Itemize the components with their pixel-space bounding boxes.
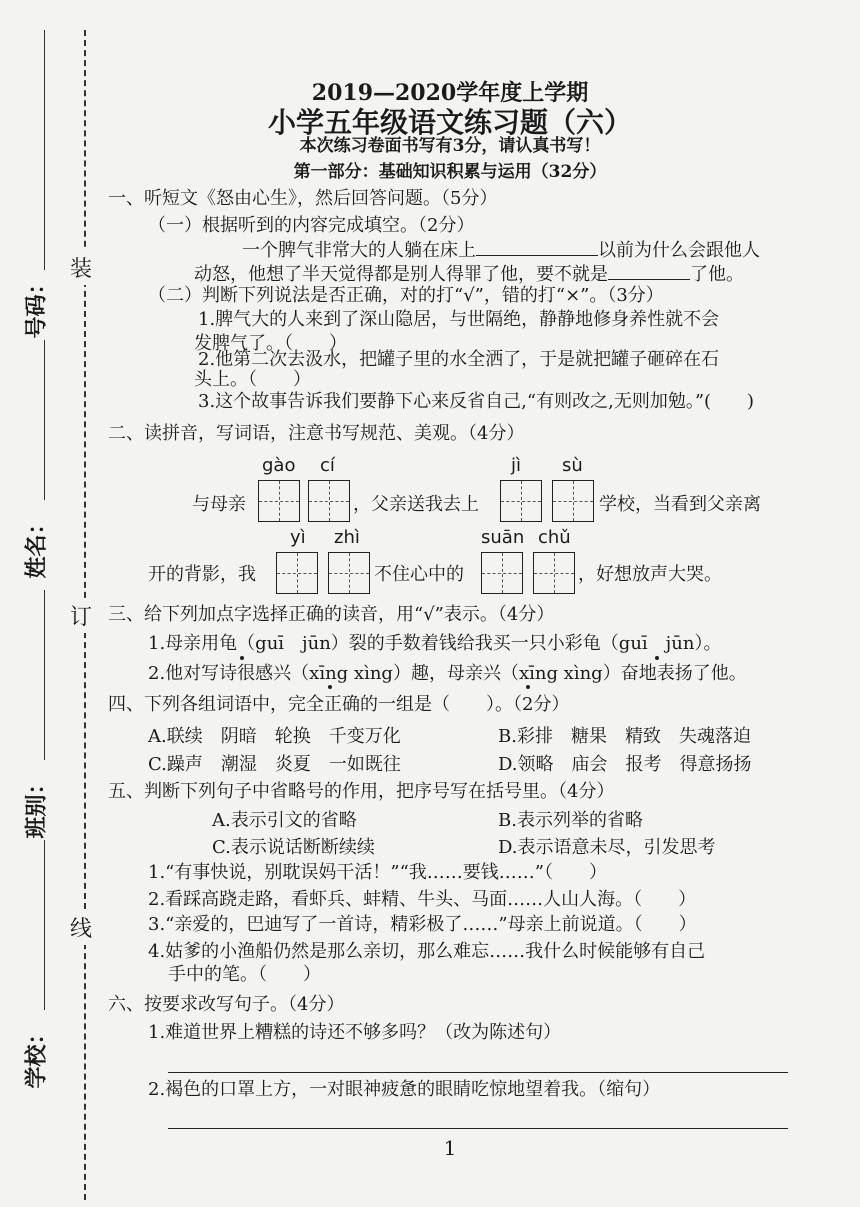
pinyin-ji: jì xyxy=(511,455,522,476)
pinyin-chu: chǔ xyxy=(538,527,571,548)
emphasis-dot xyxy=(328,685,332,689)
q2-line1-a: 与母亲 xyxy=(192,494,246,515)
q1-blank1[interactable] xyxy=(476,237,598,256)
q6-answer-line2[interactable] xyxy=(168,1128,788,1129)
q1-sub2: （二）判断下列说法是否正确，对的打“√”，错的打“×”。（3分） xyxy=(148,285,664,306)
char-box-su[interactable] xyxy=(552,480,594,522)
q1-sub1: （一）根据听到的内容完成填空。（2分） xyxy=(148,215,475,236)
bind-char-xian: 线 xyxy=(70,910,92,945)
q1-fill-line2-text-a: 动怒，他想了半天觉得都是别人得罪了他，要不就是 xyxy=(194,264,608,285)
q4-option-d: D.领略 庙会 报考 得意扬扬 xyxy=(498,754,752,775)
q1-item2-cont: 头上。（ ） xyxy=(194,369,311,390)
q6-item2: 2.褐色的口罩上方，一对眼神疲惫的眼睛吃惊地望着我。（缩句） xyxy=(148,1079,661,1100)
q5-item2: 2.看踩高跷走路，看虾兵、蚌精、牛头、马面……人山人海。（ ） xyxy=(148,889,697,910)
q2-line2-c: ，好想放声大哭。 xyxy=(578,564,722,585)
q4-option-b: B.彩排 糖果 精致 失魂落迫 xyxy=(498,726,751,747)
q1-fill-line1 xyxy=(242,237,760,263)
q5-item1: 1.“有事快说，别耽误妈干活！”“我……要钱……”（ ） xyxy=(148,862,607,883)
q5-heading: 五、判断下列句子中省略号的作用，把序号写在括号里。（4分） xyxy=(108,781,615,802)
pinyin-suan: suān xyxy=(481,527,525,548)
char-box-zhi[interactable] xyxy=(328,552,370,594)
bind-char-ding: 订 xyxy=(70,598,92,633)
q1-fill-line1-text-b: 以前为什么会跟他人 xyxy=(598,240,760,261)
label-number: 号码： xyxy=(23,272,50,339)
pinyin-yi: yì xyxy=(290,527,306,548)
part-one-heading: 第一部分：基础知识积累与运用（32分） xyxy=(293,162,607,182)
q2-line2-b: 不住心中的 xyxy=(374,564,464,585)
q1-item2: 2.他第二次去汲水，把罐子里的水全洒了，于是就把罐子砸碎在石 xyxy=(198,349,720,370)
emphasis-dot xyxy=(526,685,530,689)
char-box-suan[interactable] xyxy=(481,552,523,594)
q3-heading: 三、给下列加点字选择正确的读音，用“√”表示。（4分） xyxy=(108,604,555,625)
q1-item1-cont: 发脾气了。（ ） xyxy=(194,333,347,354)
q2-heading: 二、读拼音，写词语，注意书写规范、美观。（4分） xyxy=(108,423,525,444)
q4-option-c: C.躁声 潮湿 炎夏 一如既往 xyxy=(148,754,401,775)
q1-item1: 1.脾气大的人来到了深山隐居，与世隔绝，静静地修身养性就不会 xyxy=(198,309,720,330)
pinyin-su: sù xyxy=(562,455,583,476)
q5-item3: 3.“亲爱的，巴迪写了一首诗，精彩极了……”母亲上前说道。（ ） xyxy=(148,914,697,935)
page-title: 小学五年级语文练习题（六） xyxy=(267,106,632,139)
q1-item3: 3.这个故事告诉我们要静下心来反省自己,“有则改之,无则加勉。”( ) xyxy=(198,391,755,412)
q1-heading: 一、听短文《怒由心生》，然后回答问题。（5分） xyxy=(108,188,498,209)
class-field-line[interactable] xyxy=(44,590,45,760)
char-box-yi[interactable] xyxy=(276,552,318,594)
q5-option-d: D.表示语意未尽，引发思考 xyxy=(498,837,716,858)
name-field-line[interactable] xyxy=(44,340,45,500)
bind-char-zhuang: 装 xyxy=(70,250,92,285)
year-line: 2019—2020学年度上学期 xyxy=(311,80,589,106)
q2-line1-c: 学校，当看到父亲离 xyxy=(599,494,761,515)
char-box-gao[interactable] xyxy=(258,480,300,522)
q5-item4: 4.姑爹的小渔船仍然是那么亲切，那么难忘……我什么时候能够有自己 xyxy=(148,941,706,962)
char-box-chu[interactable] xyxy=(533,552,575,594)
neatness-note: 本次练习卷面书写有3分，请认真书写！ xyxy=(299,136,601,156)
q5-item4-cont: 手中的笔。（ ） xyxy=(168,964,321,985)
q2-line2-a: 开的背影，我 xyxy=(148,564,256,585)
emphasis-dot xyxy=(240,656,244,660)
q6-answer-line1[interactable] xyxy=(168,1072,788,1073)
q5-option-a: A.表示引文的省略 xyxy=(212,810,357,831)
q5-option-c: C.表示说话断断续续 xyxy=(212,837,375,858)
label-school: 学校： xyxy=(23,1022,50,1089)
q4-option-a: A.联续 阴暗 轮换 千变万化 xyxy=(148,726,401,747)
q1-fill-line1-text-a: 一个脾气非常大的人躺在床上 xyxy=(242,240,476,261)
q2-line1-b: ，父亲送我去上 xyxy=(353,494,479,515)
q5-option-b: B.表示列举的省略 xyxy=(498,810,643,831)
pinyin-zhi: zhì xyxy=(334,527,360,548)
q1-fill-line2-text-b: 了他。 xyxy=(690,264,744,285)
pinyin-gao: gào xyxy=(262,455,296,476)
q3-item2: 2.他对写诗很感兴（xīng xìng）趣，母亲兴（xīng xìng）奋地表扬了他。 xyxy=(148,663,747,684)
char-box-ci[interactable] xyxy=(308,480,350,522)
q3-item1: 1.母亲用龟（guī jūn）裂的手数着钱给我买一只小彩龟（guī jūn）。 xyxy=(148,633,722,654)
school-field-line[interactable] xyxy=(44,840,45,1010)
label-class: 班别： xyxy=(23,772,50,839)
char-box-ji[interactable] xyxy=(500,480,542,522)
q6-heading: 六、按要求改写句子。（4分） xyxy=(108,994,345,1015)
emphasis-dot xyxy=(655,656,659,660)
q1-blank2[interactable] xyxy=(608,261,690,280)
q4-heading: 四、下列各组词语中，完全正确的一组是（ ）。（2分） xyxy=(108,694,570,715)
page-number: 1 xyxy=(443,1136,457,1160)
label-name: 姓名： xyxy=(23,512,50,579)
pinyin-ci: cí xyxy=(320,455,335,476)
q6-item1: 1.难道世界上糟糕的诗还不够多吗？（改为陈述句） xyxy=(148,1022,562,1043)
